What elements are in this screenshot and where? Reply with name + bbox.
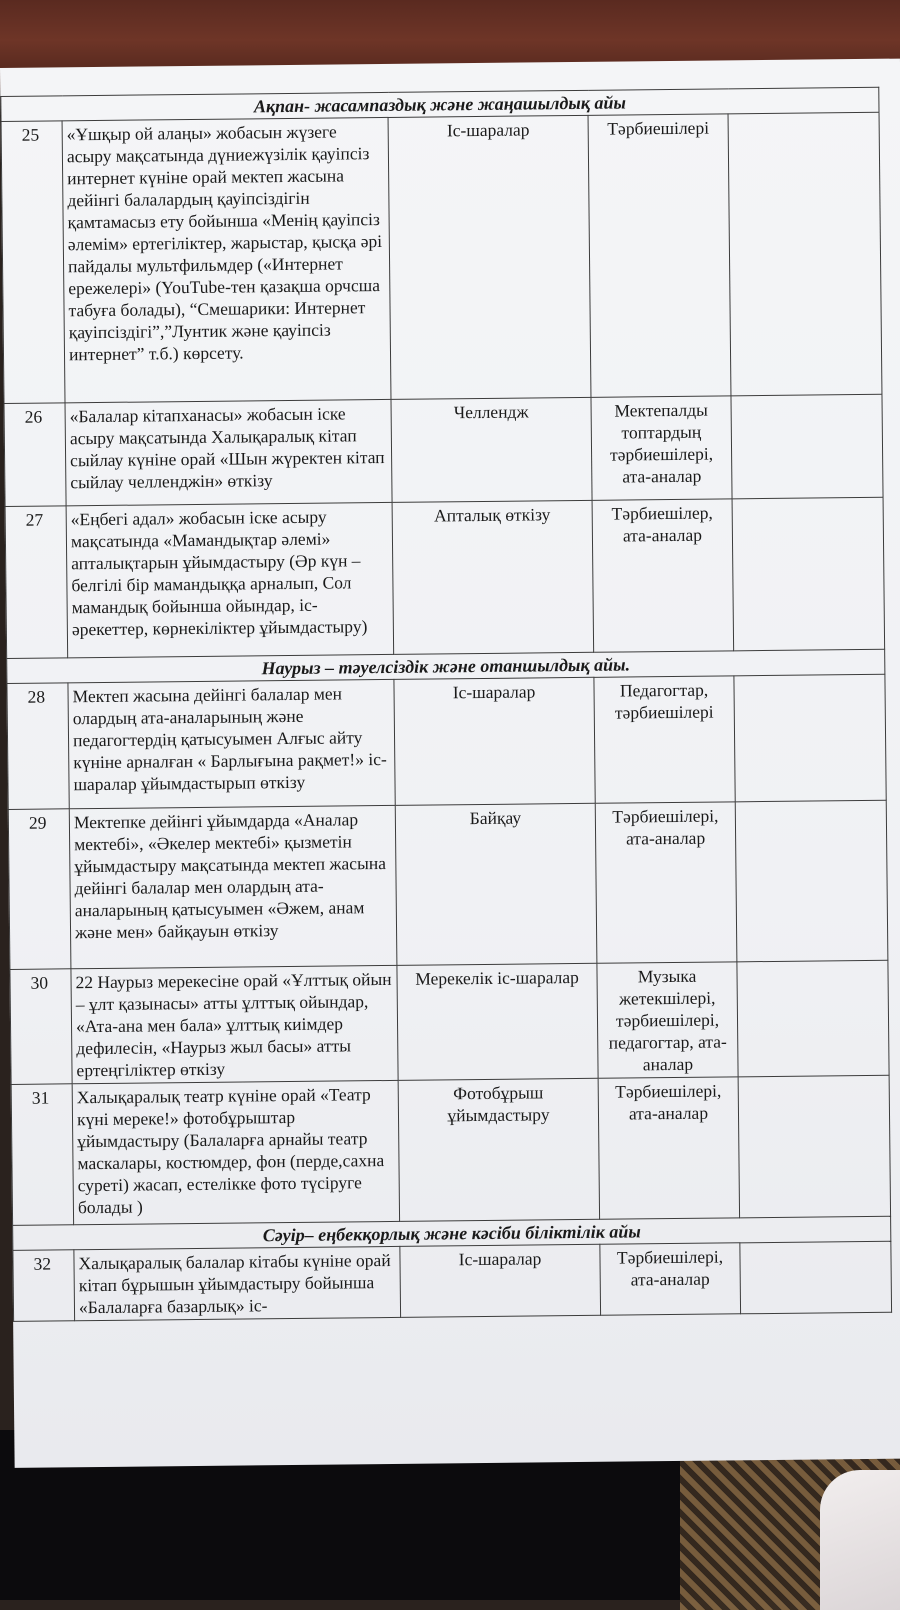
event-form: Іс-шаралар [394,677,595,805]
section-title: Наурыз – тәуелсіздік және отаншылдық айы. [7,649,885,683]
responsible-persons: Мектепалды топтардың тәрбиешілері, ата-аналар [591,396,732,500]
notes-cell [740,1241,892,1314]
table-row [11,1075,890,1225]
responsible-persons: Тәрбиешілері, ата-аналар [598,1077,739,1219]
table-row [13,1241,892,1321]
notes-cell [728,112,882,396]
event-form: Іс-шаралар [388,115,591,399]
responsible-persons: Тәрбиешілері [588,114,731,397]
event-description: Халықаралық театр күніне орай «Театр күні мереке!» фотобұрыштар ұйымдастыру (Балаларға арнайы театр маскалары, костюмдер, фон (перде,сахна суреті) жасап, естелікке фото түсіруге болады ) [72,1080,399,1224]
document-page [0,59,900,1468]
event-form: Апталық өткізу [392,500,594,654]
notes-cell [732,497,885,651]
table-row [4,394,883,506]
event-description: «Ұшқыр ой алаңы» жобасын жүзеге асыру мақсатында дүниежүзілік қауіпсіз интернет күніне орай мектеп жасына дейінгі балалардың қауіпсіздігін қамтамасыз ету бойынша «Менің қауіпсіз әлемім» ертегіліктер, жарыстар, қысқа әрі пайдалы мультфильмдер («Интернет ережелері» (YouTube-тен қазақша орчсша табуға болады), “Смешарики: Интернет қауіпсіздігі”,”Лунтик және қауіпсіз интернет” т.б.) көрсету. [62,117,391,402]
row-number: 26 [4,403,66,507]
notes-cell [738,1075,891,1218]
event-description: 22 Наурыз мерекесіне орай «Ұлттық ойын – ұлт қазынасы» атты ұлттық ойындар, «Ата-ана мен бала» ұлттық киімдер дефилесін, «Наурыз жыл басы» атты ертеңгіліктер өткізу [71,965,398,1083]
event-plan-table [0,87,892,1322]
notes-cell [735,800,888,962]
responsible-persons: Музыка жетекшілері, тәрбиешілері, педагогтар, ата-аналар [597,962,738,1078]
row-number: 31 [11,1084,73,1226]
row-number: 28 [7,683,69,810]
event-description: Халықаралық балалар кітабы күніне орай кітап бұрышын ұйымдастыру бойынша «Балаларға базарлық» іс- [74,1246,401,1320]
event-description: «Балалар кітапханасы» жобасын іске асыру мақсатында Халықаралық кітап сыйлау күніне орай «Шын жүректен кітап сыйлау челленджін» өткізу [65,399,392,505]
table-row [1,112,882,403]
row-number: 29 [8,809,71,970]
white-cloth [820,1470,900,1610]
event-form: Мерекелік іс-шаралар [397,963,598,1080]
notes-cell [737,960,889,1077]
table-row [10,960,889,1084]
table-row [7,674,886,809]
notes-cell [731,394,883,499]
responsible-persons: Педагогтар, тәрбиешілері [594,676,735,803]
notes-cell [734,674,886,802]
event-form: Байқау [395,803,597,965]
table-row [8,800,888,969]
row-number: 30 [10,969,72,1085]
row-number: 25 [1,121,65,404]
section-title: Сәуір– еңбекқорлық және кәсіби біліктілік айы [13,1216,891,1250]
row-number: 32 [13,1250,75,1322]
responsible-persons: Тәрбиешілері, ата-аналар [600,1243,741,1315]
event-form: Фотобұрыш ұйымдастыру [398,1078,599,1221]
event-description: «Еңбегі адал» жобасын іске асыру мақсатында «Мамандықтар әлемі» апталықтарын ұйымдастыру (Әр күн – белгілі бір мамандыққа арналып, Сол мамандық бойынша ойындар, іс-әрекеттер, көрнекіліктер ұйымдастыру) [66,502,394,657]
event-form: Іс-шаралар [400,1244,601,1317]
event-form: Челлендж [391,397,592,502]
section-title: Ақпан- жасампаздық және жаңашылдық айы [1,87,879,121]
responsible-persons: Тәрбиешілер, ата-аналар [592,499,734,652]
responsible-persons: Тәрбиешілері, ата-аналар [595,802,737,963]
event-description: Мектепке дейінгі ұйымдарда «Аналар мектебі», «Әкелер мектебі» қызметін ұйымдастыру мақсатында мектеп жасына дейінгі балалар мен олардың ата-аналарының қатысуымен «Әжем, анам және мен» байқауын өткізу [69,805,397,968]
table-row [5,497,885,658]
event-description: Мектеп жасына дейінгі балалар мен олардың ата-аналарының және педагогтердің қатысуымен Алғыс айту күніне арналған « Барлығына рақмет!» іс-шаралар ұйымдастырып өткізу [68,679,395,808]
row-number: 27 [5,506,68,659]
